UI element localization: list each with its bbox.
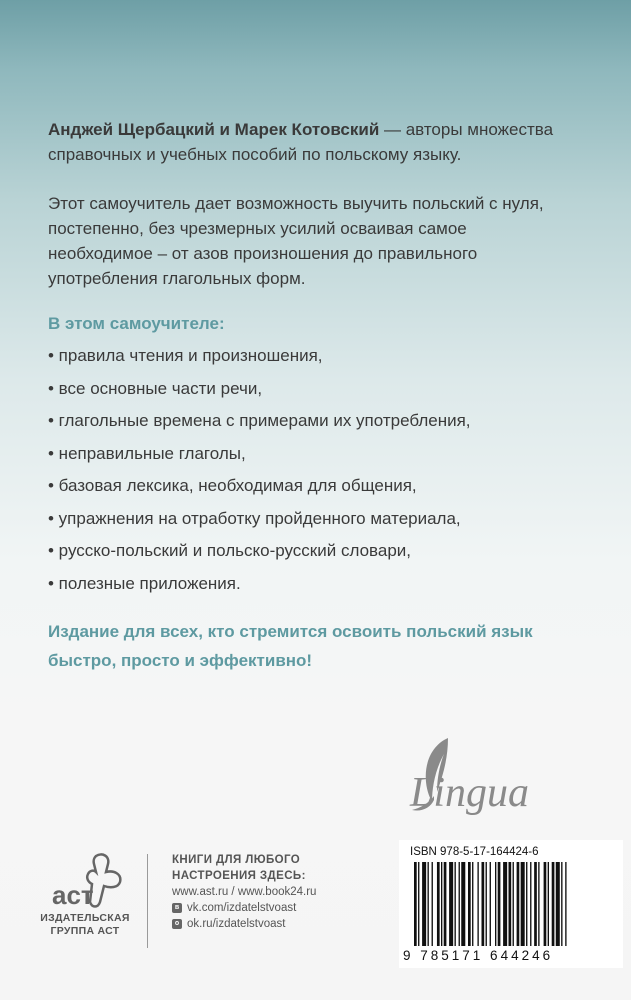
ok-link-text: ok.ru/izdatelstvoast [187, 918, 286, 930]
tagline-line-2: быстро, просто и эффективно! [48, 651, 313, 670]
barcode-bar [548, 862, 549, 946]
list-item: • русско-польский и польско-русский словари, [48, 541, 411, 560]
barcode-bar [418, 862, 419, 946]
authors-line-1-rest: — авторы множества [379, 120, 554, 139]
barcode-bar [513, 862, 514, 946]
ok-icon: о [172, 919, 182, 929]
authors-line-1 [48, 117, 591, 142]
barcode-bar [472, 862, 473, 946]
barcode-bar [556, 862, 560, 946]
barcode-bar [461, 862, 465, 946]
isbn-label: ISBN 978-5-17-164424-6 [410, 846, 539, 858]
author-names: Анджей Щербацкий и Марек Котовский [48, 120, 380, 139]
barcode-bar [482, 862, 485, 946]
barcode-bar [441, 862, 442, 946]
list-item: • базовая лексика, необходимая для общения, [48, 476, 417, 495]
vk-icon: в [172, 903, 182, 913]
authors-line-2: справочных и учебных пособий по польскому языку. [48, 145, 462, 164]
barcode-bar [437, 862, 440, 946]
barcode-bar [422, 862, 426, 946]
barcode-bar [498, 862, 501, 946]
list-item: • упражнения на отработку пройденного материала, [48, 508, 461, 528]
list-item: • глагольные времена с примерами их употребления, [48, 411, 471, 430]
publisher-imprint [30, 850, 370, 950]
ast-caption [30, 912, 140, 938]
vk-link-text: vk.com/izdatelstvoast [187, 902, 297, 914]
list-item: • правила чтения и произношения, [48, 346, 323, 365]
barcode-bar [544, 862, 547, 946]
barcode-bar [521, 862, 525, 946]
tagline [48, 617, 533, 675]
barcode-bar [477, 862, 478, 946]
barcode-bar [517, 862, 520, 946]
features-list [48, 340, 471, 600]
barcode-bar [530, 862, 531, 946]
isbn-block [399, 840, 623, 968]
imprint-links [172, 852, 316, 932]
ast-caption-line-1: ИЗДАТЕЛЬСКАЯ [40, 912, 130, 924]
imprint-divider [147, 854, 148, 948]
lingua-wordmark: Lingua [410, 770, 530, 816]
barcode-bar [449, 862, 453, 946]
ok-link[interactable] [172, 916, 316, 932]
about-line-2: постепенно, без чрезмерных усилий осваивая самое [48, 219, 467, 238]
barcode-bar [561, 862, 562, 946]
barcode-bar [534, 862, 537, 946]
list-item: • полезные приложения. [48, 573, 241, 593]
barcode-bar [455, 862, 456, 946]
barcode-bar [509, 862, 512, 946]
about-line-4: употребления глагольных форм. [48, 269, 306, 288]
about-line-1: Этот самоучитель дает возможность выучить польский с нуля, [48, 194, 544, 213]
barcode-bar [503, 862, 507, 946]
barcode-bar [432, 862, 433, 946]
imprint-heading-line-1: КНИГИ ДЛЯ ЛЮБОГО [172, 854, 301, 866]
ast-logo-text: aст [52, 880, 94, 910]
features-heading: В этом самоучителе: [48, 314, 225, 333]
barcode-bar [459, 862, 460, 946]
barcode-bar [468, 862, 471, 946]
barcode-bar [552, 862, 555, 946]
barcode-bar [414, 862, 417, 946]
vk-link[interactable] [172, 900, 316, 916]
barcode-bar [490, 862, 491, 946]
barcode-bar [444, 862, 447, 946]
barcode-bar [486, 862, 487, 946]
lingua-series-logo [404, 730, 564, 820]
list-item: • неправильные глаголы, [48, 443, 246, 463]
about-line-3: необходимое – от азов произношения до правильного [48, 244, 478, 263]
list-item: • все основные части речи, [48, 378, 263, 398]
barcode-bar [526, 862, 527, 946]
barcode-bar [565, 862, 566, 946]
barcode-bar [538, 862, 539, 946]
barcode-digits: 9 785171 644246 [403, 948, 554, 963]
ast-caption-line-2: ГРУППА АСТ [50, 925, 120, 937]
barcode-icon [410, 862, 610, 946]
tagline-line-1: Издание для всех, кто стремится освоить польский язык [48, 622, 533, 641]
publisher-sites-link[interactable]: www.ast.ru / www.book24.ru [172, 886, 317, 898]
barcode-bar [428, 862, 429, 946]
authors-paragraph [48, 117, 591, 167]
about-paragraph [48, 191, 591, 291]
barcode-bar [495, 862, 496, 946]
imprint-heading-line-2: НАСТРОЕНИЯ ЗДЕСЬ: [172, 870, 306, 882]
